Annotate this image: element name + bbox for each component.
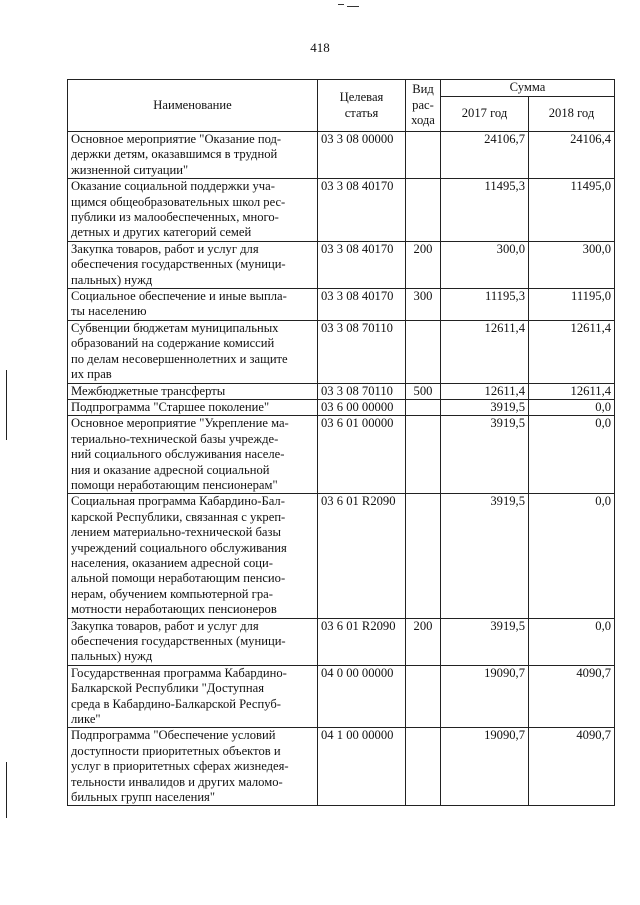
name-line: Субвенции бюджетам муниципальных [71, 320, 279, 335]
cell-target-article: 03 3 08 40170 [318, 289, 406, 321]
name-line: Подпрограмма "Старшее поколение" [71, 399, 270, 414]
cell-sum-2017: 3919,5 [441, 494, 529, 618]
name-line: пальных) нужд [71, 649, 153, 664]
header-type-line: хода [411, 113, 435, 128]
name-line: Балкарской Республики "Доступная [71, 681, 265, 696]
header-type-line: Вид [412, 82, 434, 97]
table-row [68, 728, 615, 806]
name-line: Социальная программа Кабардино-Бал- [71, 494, 285, 509]
cell-target-article: 03 6 01 R2090 [318, 618, 406, 665]
cell-sum-2018: 0,0 [529, 416, 615, 494]
cell-expense-type: 500 [406, 383, 441, 399]
name-line: Социальное обеспечение и иные выпла- [71, 289, 287, 304]
cell-expense-type [406, 320, 441, 383]
name-line: Основное мероприятие "Укрепление ма- [71, 416, 289, 431]
cell-sum-2018: 11195,0 [529, 289, 615, 321]
cell-target-article: 03 6 01 R2090 [318, 494, 406, 618]
cell-expense-type [406, 179, 441, 242]
header-type-line: рас- [412, 97, 434, 112]
cell-sum-2018: 300,0 [529, 241, 615, 288]
cell-sum-2017: 300,0 [441, 241, 529, 288]
cell-sum-2018: 12611,4 [529, 383, 615, 399]
cell-name [68, 494, 318, 618]
table-body [68, 132, 615, 806]
name-line: карской Республики, связанная с укреп- [71, 509, 286, 524]
name-line: Межбюджетные трансферты [71, 383, 226, 398]
cell-sum-2018: 0,0 [529, 618, 615, 665]
cell-sum-2017: 11195,3 [441, 289, 529, 321]
left-margin-line [6, 370, 7, 440]
table-row [68, 241, 615, 288]
cell-name [68, 132, 318, 179]
table-row [68, 289, 615, 321]
cell-sum-2017: 12611,4 [441, 320, 529, 383]
cell-name [68, 383, 318, 399]
cell-sum-2018: 24106,4 [529, 132, 615, 179]
cell-sum-2018: 0,0 [529, 494, 615, 618]
name-line: нерам, обучением компьютерной гра- [71, 586, 273, 601]
name-line: помощи неработающим пенсионерам" [71, 477, 278, 492]
cell-expense-type [406, 416, 441, 494]
cell-name [68, 728, 318, 806]
cell-target-article: 04 0 00 00000 [318, 665, 406, 728]
table-header [68, 80, 615, 132]
name-line: лением материально-технической базы [71, 525, 281, 540]
name-line: доступности приоритетных объектов и [71, 743, 281, 758]
cell-target-article: 03 6 01 00000 [318, 416, 406, 494]
name-line: Государственная программа Кабардино- [71, 665, 287, 680]
name-line: публики из малообеспеченных, много- [71, 210, 279, 225]
name-line: Закупка товаров, работ и услуг для [71, 618, 259, 633]
name-line: среда в Кабардино-Балкарской Респуб- [71, 696, 281, 711]
name-line: альной помощи неработающим пенсио- [71, 571, 286, 586]
table-row [68, 399, 615, 415]
name-line: пальных) нужд [71, 272, 153, 287]
name-line: Закупка товаров, работ и услуг для [71, 241, 259, 256]
name-line: щимся общеобразовательных школ рес- [71, 194, 286, 209]
cell-target-article: 03 3 08 40170 [318, 179, 406, 242]
table-row [68, 416, 615, 494]
header-expense-type [406, 80, 441, 132]
name-line: ты населению [71, 304, 147, 319]
left-margin-line [6, 762, 7, 818]
cell-sum-2018: 4090,7 [529, 728, 615, 806]
table-row [68, 665, 615, 728]
name-line: Подпрограмма "Обеспечение условий [71, 728, 276, 743]
name-line: обеспечения государственных (муници- [71, 634, 286, 648]
cell-expense-type [406, 665, 441, 728]
cell-target-article: 03 3 08 70110 [318, 320, 406, 383]
name-line: териально-технической базы учрежде- [71, 431, 279, 446]
name-line: их прав [71, 367, 112, 382]
cell-name [68, 416, 318, 494]
table-row [68, 132, 615, 179]
cell-name [68, 399, 318, 415]
header-target-line: статья [344, 105, 379, 120]
cell-name [68, 241, 318, 288]
name-line: держки детям, оказавшимся в трудной [71, 147, 278, 162]
name-line: Основное мероприятие "Оказание под- [71, 132, 282, 146]
header-target-line: Целевая [339, 90, 384, 105]
cell-target-article: 03 6 00 00000 [318, 399, 406, 415]
name-line: детных и других категорий семей [71, 225, 252, 240]
cell-name [68, 320, 318, 383]
name-line: населения, оказанием адресной соци- [71, 555, 273, 570]
cell-name [68, 289, 318, 321]
cell-name [68, 179, 318, 242]
cell-sum-2018: 0,0 [529, 399, 615, 415]
cell-sum-2017: 11495,3 [441, 179, 529, 242]
cell-sum-2017: 19090,7 [441, 728, 529, 806]
cell-expense-type: 200 [406, 618, 441, 665]
cell-sum-2017: 3919,5 [441, 399, 529, 415]
name-line: мотности неработающих пенсионеров [71, 602, 277, 617]
budget-table [67, 79, 615, 806]
header-year-2018: 2018 год [529, 97, 615, 132]
name-line: ний социального обслуживания населе- [71, 447, 285, 462]
cell-expense-type [406, 132, 441, 179]
header-target-article [318, 80, 406, 132]
name-line: лике" [71, 712, 101, 727]
cell-name [68, 618, 318, 665]
cell-target-article: 03 3 08 70110 [318, 383, 406, 399]
header-sum: Сумма [441, 80, 615, 97]
cell-target-article: 03 3 08 00000 [318, 132, 406, 179]
name-line: обеспечения государственных (муници- [71, 257, 286, 272]
cell-target-article: 04 1 00 00000 [318, 728, 406, 806]
table-row [68, 618, 615, 665]
name-line: жизненной ситуации" [71, 162, 189, 177]
name-line: бильных групп населения" [71, 790, 215, 805]
header-name: Наименование [68, 80, 318, 132]
cell-sum-2018: 4090,7 [529, 665, 615, 728]
cell-target-article: 03 3 08 40170 [318, 241, 406, 288]
cell-name [68, 665, 318, 728]
cell-expense-type [406, 399, 441, 415]
table-row [68, 320, 615, 383]
cell-expense-type [406, 728, 441, 806]
name-line: Оказание социальной поддержки уча- [71, 179, 275, 194]
cell-sum-2017: 19090,7 [441, 665, 529, 728]
page-number: 418 [310, 40, 330, 55]
cell-sum-2017: 12611,4 [441, 383, 529, 399]
cell-sum-2018: 11495,0 [529, 179, 615, 242]
table-row [68, 383, 615, 399]
cell-sum-2017: 3919,5 [441, 618, 529, 665]
name-line: образований на содержание комиссий [71, 336, 275, 351]
table-row [68, 179, 615, 242]
scan-mark [338, 4, 360, 7]
name-line: тельности инвалидов и других маломо- [71, 774, 283, 789]
name-line: услуг в приоритетных сферах жизнедея- [71, 759, 289, 774]
cell-expense-type: 200 [406, 241, 441, 288]
header-year-2017: 2017 год [441, 97, 529, 132]
name-line: ния и оказание адресной социальной [71, 462, 270, 477]
name-line: по делам несовершеннолетних и защите [71, 351, 288, 366]
cell-sum-2018: 12611,4 [529, 320, 615, 383]
table-row [68, 494, 615, 618]
cell-expense-type: 300 [406, 289, 441, 321]
cell-expense-type [406, 494, 441, 618]
cell-sum-2017: 24106,7 [441, 132, 529, 179]
cell-sum-2017: 3919,5 [441, 416, 529, 494]
name-line: учреждений социального обслуживания [71, 540, 287, 555]
